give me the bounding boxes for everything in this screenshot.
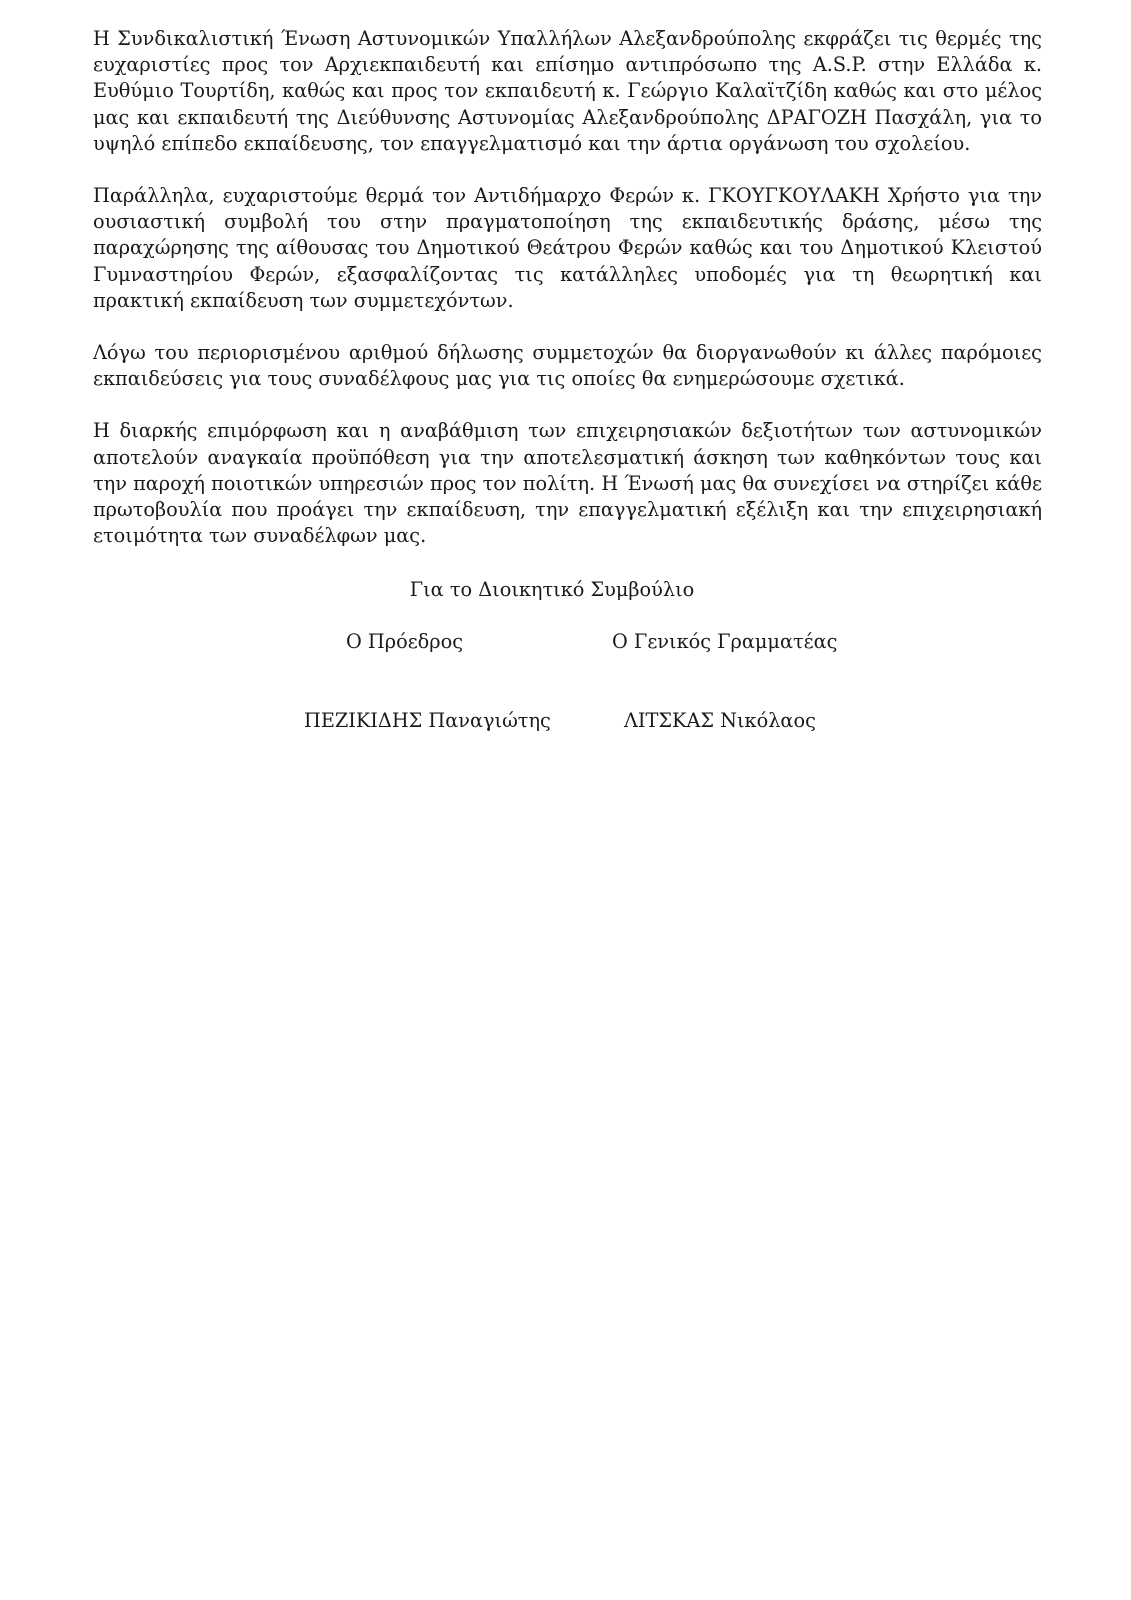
paragraph-continuous-training: Η διαρκής επιμόρφωση και η αναβάθμιση των επιχειρησιακών δεξιοτήτων των αστυνομικών αποτελούν αναγκαία προϋπόθεση για την αποτελεσματική άσκηση των καθηκόντων τους και την παροχή ποιοτικών υπηρεσιών προς τον πολίτη. Η Ένωσή μας θα συνεχίσει να στηρίζει κάθε πρωτοβουλία που προάγει την εκπαίδευση, την επαγγελματική εξέλιξη και την επιχειρησιακή ετοιμότητα των συναδέλφων μας.	[93, 419, 1042, 548]
president-name: ΠΕΖΙΚΙΔΗΣ Παναγιώτης	[304, 709, 551, 732]
secretary-title: Ο Γενικός Γραμματέας	[612, 630, 838, 653]
secretary-name: ΛΙΤΣΚΑΣ Νικόλαος	[624, 709, 816, 732]
paragraph-thanks-instructors: Η Συνδικαλιστική Ένωση Αστυνομικών Υπαλλήλων Αλεξανδρούπολης εκφράζει τις θερμές της ευχαριστίες προς τον Αρχιεκπαιδευτή και επίσημο αντιπρόσωπο της A.S.P. στην Ελλάδα κ. Ευθύμιο Τουρτίδη, καθώς και προς τον εκπαιδευτή κ. Γεώργιο Καλαϊτζίδη καθώς και στο μέλος μας και εκπαιδευτή της Διεύθυνσης Αστυνομίας Αλεξανδρούπολης ΔΡΑΓΟΖΗ Πασχάλη, για το υψηλό επίπεδο εκπαίδευσης, τον επαγγελματισμό και την άρτια οργάνωση του σχολείου.	[93, 27, 1042, 155]
president-title: Ο Πρόεδρος	[346, 630, 464, 653]
board-line: Για το Διοικητικό Συμβούλιο	[409, 578, 695, 601]
paragraph-thanks-deputy-mayor: Παράλληλα, ευχαριστούμε θερμά τον Αντιδήμαρχο Φερών κ. ΓΚΟΥΓΚΟΥΛΑΚΗ Χρήστο για την ουσιαστική συμβολή του στην πραγματοποίηση της εκπαιδευτικής δράσης, μέσω της παραχώρησης της αίθουσας του Δημοτικού Θεάτρου Φερών καθώς και του Δημοτικού Κλειστού Γυμναστηρίου Φερών, εξασφαλίζοντας τις κατάλληλες υποδομές για τη θεωρητική και πρακτική εκπαίδευση των συμμετεχόντων.	[93, 184, 1042, 312]
letter-body	[93, 26, 1042, 575]
paragraph-future-trainings: Λόγω του περιορισμένου αριθμού δήλωσης συμμετοχών θα διοργανωθούν κι άλλες παρόμοιες εκπαιδεύσεις για τους συναδέλφους μας για τις οποίες θα ενημερώσουμε σχετικά.	[93, 341, 1042, 391]
